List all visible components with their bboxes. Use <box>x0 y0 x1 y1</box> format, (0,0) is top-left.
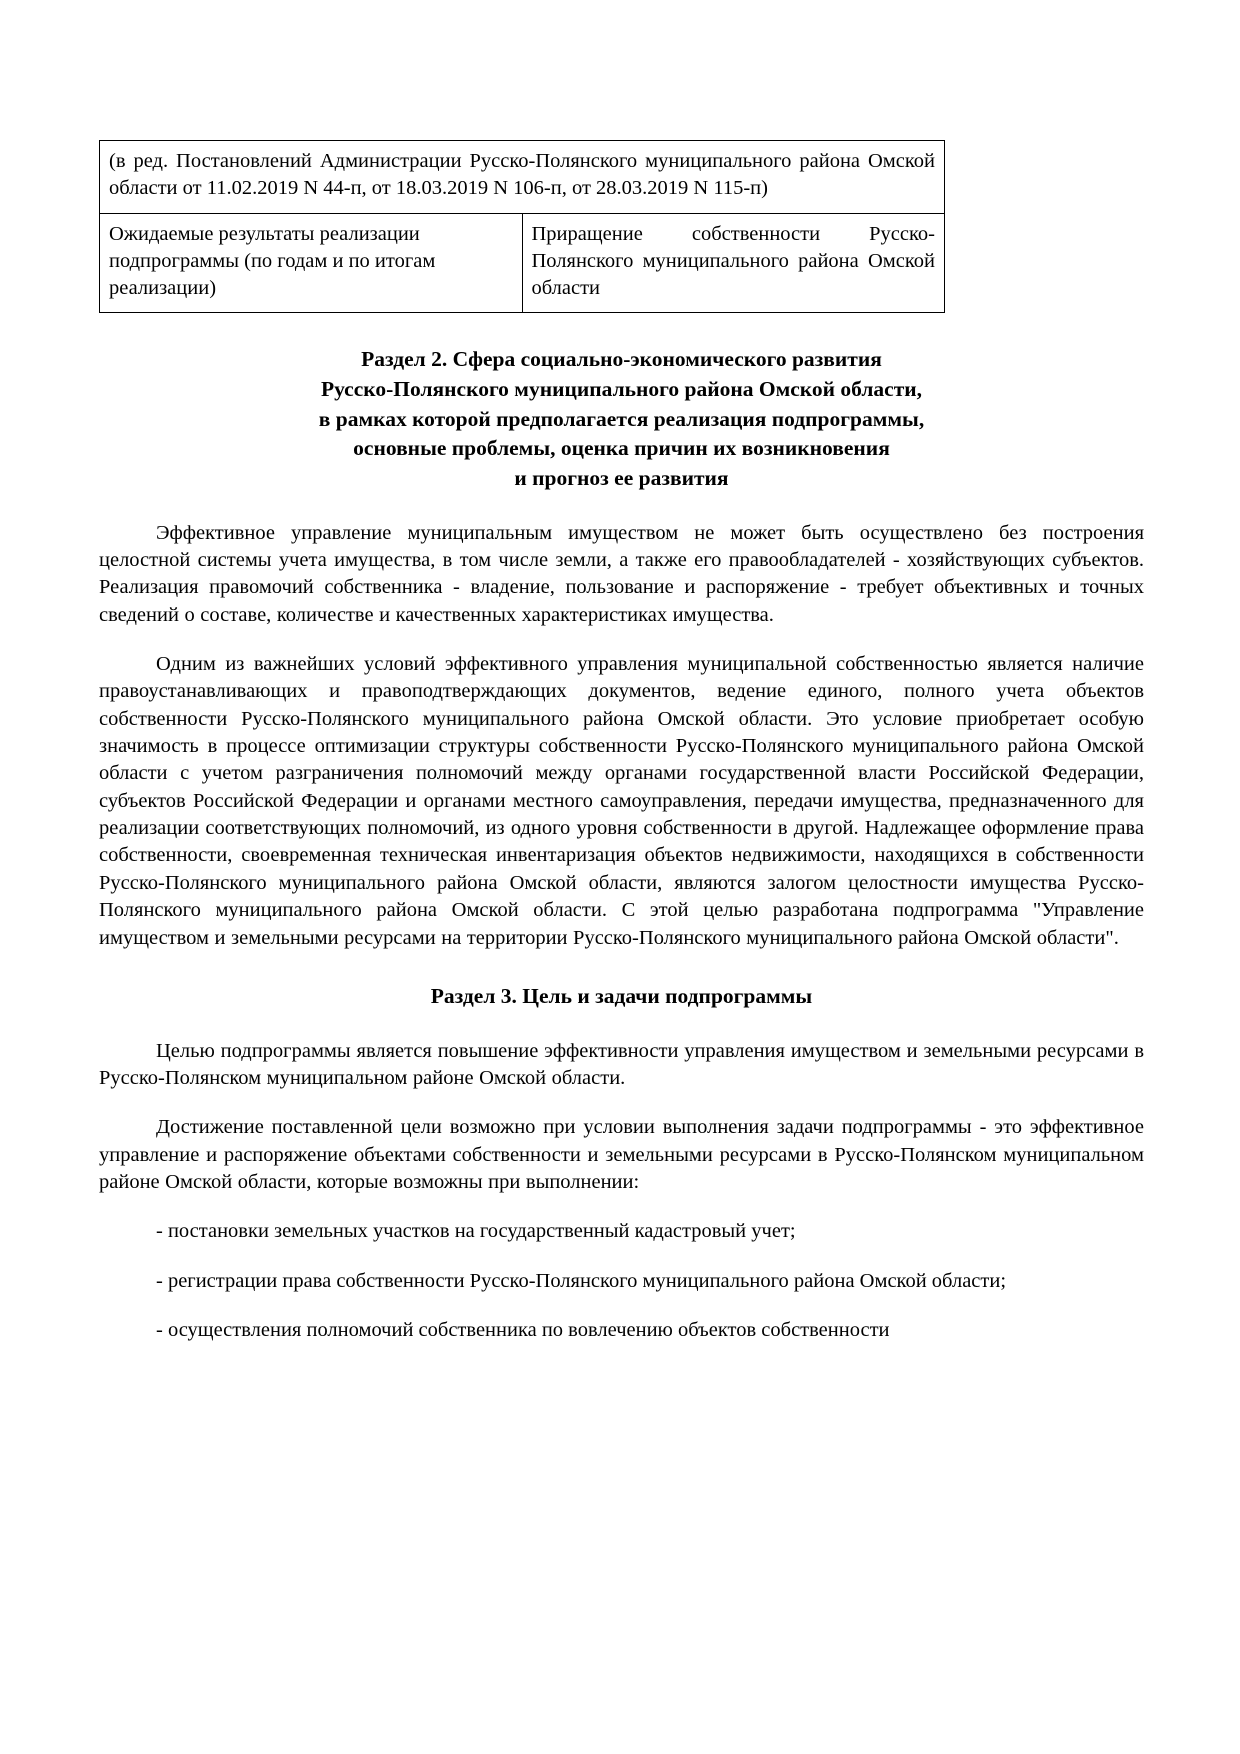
table-row <box>100 213 945 313</box>
paragraph: Эффективное управление муниципальным имуществом не может быть осуществлено без построения целостной системы учета имущества, в том числе земли, а также его правообладателей - хозяйствующих субъектов. Реализация правомочий собственника - владение, пользование и распоряжение - требует объективных и точных сведений о составе, количестве и качественных характеристиках имущества. <box>99 521 1144 626</box>
section-2-heading <box>99 345 1144 493</box>
table-row <box>100 141 945 214</box>
info-table-body <box>100 141 945 313</box>
heading-line: и прогноз ее развития <box>514 465 729 490</box>
list-item: - регистрации права собственности Русско-Полянского муниципального района Омской области; <box>156 1269 1007 1292</box>
info-table <box>99 140 945 313</box>
heading-line: Раздел 3. Цель и задачи подпрограммы <box>430 983 813 1008</box>
list-item: - осуществления полномочий собственника по вовлечению объектов собственности <box>156 1319 890 1342</box>
paragraph: Достижение поставленной цели возможно при условии выполнения задачи подпрограммы - это эффективное управление и распоряжение объектами собственности и земельными ресурсами в Русско-Полянском муниципальном районе Омской области, которые возможны при выполнении: <box>99 1116 1144 1194</box>
heading-line: Русско-Полянского муниципального района Омской области, <box>320 376 923 401</box>
amendment-note-cell: (в ред. Постановлений Администрации Русско-Полянского муниципального района Омской области от 11.02.2019 N 44-п, от 18.03.2019 N 106-п, от 28.03.2019 N 115-п) <box>100 141 945 214</box>
heading-line: основные проблемы, оценка причин их возникновения <box>353 436 890 461</box>
expected-results-value-cell: Приращение собственности Русско-Полянского муниципального района Омской области <box>522 213 945 313</box>
list-item: - постановки земельных участков на государственный кадастровый учет; <box>156 1220 796 1243</box>
heading-line: в рамках которой предполагается реализация подпрограммы, <box>318 406 925 431</box>
expected-results-label-cell: Ожидаемые результаты реализации подпрограммы (по годам и по итогам реализации) <box>100 213 523 313</box>
section-3-heading <box>99 982 1144 1012</box>
heading-line: Раздел 2. Сфера социально-экономического развития <box>361 347 882 372</box>
paragraph: Целью подпрограммы является повышение эффективности управления имуществом и земельными ресурсами в Русско-Полянском муниципальном районе Омской области. <box>99 1039 1144 1089</box>
paragraph: Одним из важнейших условий эффективного управления муниципальной собственностью является наличие правоустанавливающих и правоподтверждающих документов, ведение единого, полного учета объектов собственности Русско-Полянского муниципального района Омской области. Это условие приобретает особую значимость в процессе оптимизации структуры собственности Русско-Полянского муниципального района Омской области с учетом разграничения полномочий между органами государственной власти Российской Федерации, субъектов Российской Федерации и органами местного самоуправления, передачи имущества, предназначенного для реализации соответствующих полномочий, из одного уровня собственности в другой. Надлежащее оформление права собственности, своевременная техническая инвентаризация объектов недвижимости, находящихся в собственности Русско-Полянского муниципального района Омской области, являются залогом целостности имущества Русско-Полянского муниципального района Омской области. С этой целью разработана подпрограмма "Управление имуществом и земельными ресурсами на территории Русско-Полянского муниципального района Омской области". <box>99 652 1144 949</box>
